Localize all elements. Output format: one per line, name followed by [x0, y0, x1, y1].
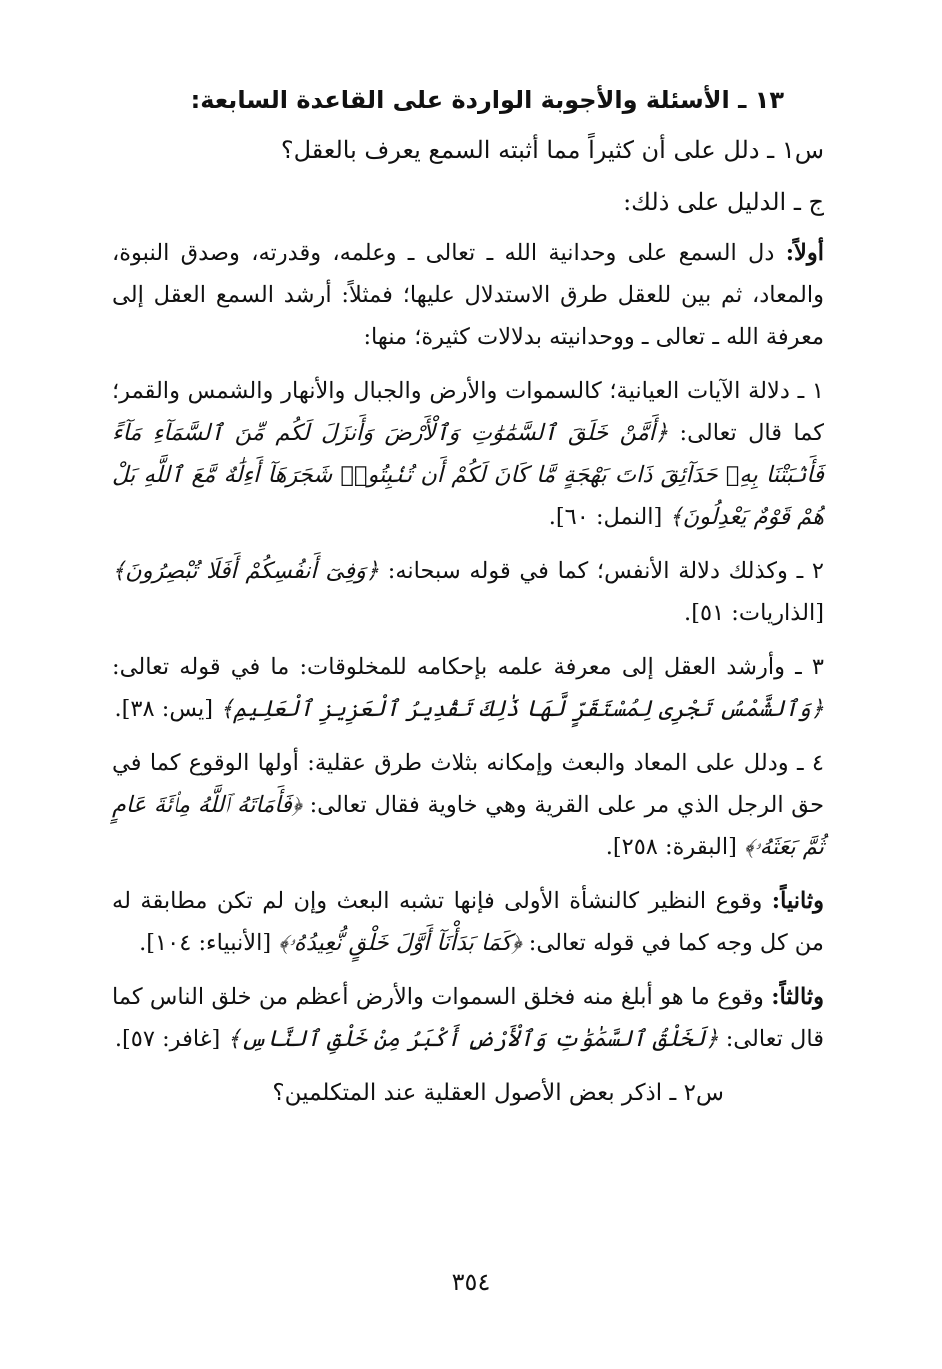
p2-text: ٢ ـ وكذلك دلالة الأنفس؛ كما في قوله سبحانه:: [379, 558, 824, 584]
third-lead: وثالثاً:: [771, 984, 824, 1010]
answer-intro: ج ـ الدليل على ذلك:: [623, 188, 824, 216]
p3-text: ٣ ـ وأرشد العقل إلى معرفة علمه بإحكامه للمخلوقات: ما في قوله تعالى:: [112, 654, 824, 680]
first-lead: أولاً:: [785, 240, 824, 266]
paragraph-first: [112, 232, 824, 358]
paragraph-second: [112, 880, 824, 964]
p2-verse: ﴿وَفِىٓ أَنفُسِكُمْ أَفَلَا تُبْصِرُونَ﴾: [112, 558, 380, 584]
page-number: ٣٥٤: [451, 1268, 491, 1296]
third-text: وقوع ما هو أبلغ منه فخلق السموات والأرض أعظم من خلق الناس كما قال تعالى:: [112, 984, 824, 1052]
p4-text: ٤ ـ ودلل على المعاد والبعث وإمكانه بثلاث طرق عقلية: أولها الوقوع كما في حق الرجل الذي مر على القرية وهي خاوية فقال تعالى:: [112, 750, 824, 818]
second-text: وقوع النظير كالنشأة الأولى فإنها تشبه البعث وإن لم تكن مطابقة له من كل وجه كما في قوله تعالى:: [112, 888, 824, 956]
p3-ref: [يس: ٣٨].: [114, 696, 221, 722]
third-verse: ﴿لَخَلْقُ ٱلسَّمَٰوَٰتِ وَٱلْأَرْضِ أَكْبَرُ مِنْ خَلْقِ ٱلنَّاسِ﴾: [227, 1026, 719, 1052]
paragraph-2: [112, 550, 824, 634]
paragraph-1: [112, 370, 824, 538]
p4-ref: [البقرة: ٢٥٨].: [605, 834, 745, 860]
first-text: دل السمع على وحدانية الله ـ تعالى ـ وعلمه، وقدرته، وصدق النبوة، والمعاد، ثم بين للعقل طرق الاستدلال عليها؛ فمثلاً: أرشد السمع العقل إلى معرفة الله ـ تعالى ـ ووحدانيته بدلالات كثيرة؛ منها:: [112, 240, 824, 350]
p1-verse: ﴿أَمَّنْ خَلَقَ ٱلسَّمَٰوَٰتِ وَٱلْأَرْضَ وَأَنزَلَ لَكُم مِّنَ ٱلسَّمَآءِ مَآءً فَأَنۢبَتْنَا بِهِۦ حَدَآئِقَ ذَاتَ بَهْجَةٍ مَّا كَانَ لَكُمْ أَن تُنۢبِتُوا۟ شَجَرَهَآ أَءِلَٰهٌ مَّعَ ٱللَّهِ بَلْ هُمْ قَوْمٌ يَعْدِلُونَ﴾: [112, 420, 824, 530]
p3-verse: ﴿وَٱلشَّمْسُ تَجْرِى لِمُسْتَقَرٍّ لَّهَا ذَٰلِكَ تَقْدِيرُ ٱلْعَزِيزِ ٱلْعَلِيمِ﴾: [220, 696, 824, 722]
question-1: س١ ـ دلل على أن كثيراً مما أثبته السمع يعرف بالعقل؟: [280, 136, 824, 164]
paragraph-3: [112, 646, 824, 730]
p4-verse: ﴿فَأَمَاتَهُ ٱللَّهُ مِا۟ئَةَ عَامٍ ثُمَّ بَعَثَهُۥ﴾: [112, 792, 824, 860]
p2-ref: [الذاريات: ٥١].: [684, 600, 824, 626]
second-lead: وثانياً:: [771, 888, 824, 914]
second-verse: ﴿كَمَا بَدَأْنَآ أَوَّلَ خَلْقٍ نُّعِيدُهُۥ﴾: [278, 930, 522, 956]
p1-text: ١ ـ دلالة الآيات العيانية؛ كالسموات والأرض والجبال والأنهار والشمس والقمر؛ كما قال تعالى:: [112, 378, 824, 446]
second-ref: [الأنبياء: ١٠٤].: [139, 930, 279, 956]
paragraph-third: [112, 976, 824, 1060]
page-body: [112, 78, 824, 1114]
question-2: س٢ ـ اذكر بعض الأصول العقلية عند المتكلمين؟: [272, 1080, 724, 1106]
section-heading: ١٣ ـ الأسئلة والأجوبة الواردة على القاعدة السابعة:: [190, 86, 784, 114]
paragraph-4: [112, 742, 824, 868]
p1-ref: [النمل: ٦٠].: [548, 504, 670, 530]
third-ref: [غافر: ٥٧].: [114, 1026, 228, 1052]
